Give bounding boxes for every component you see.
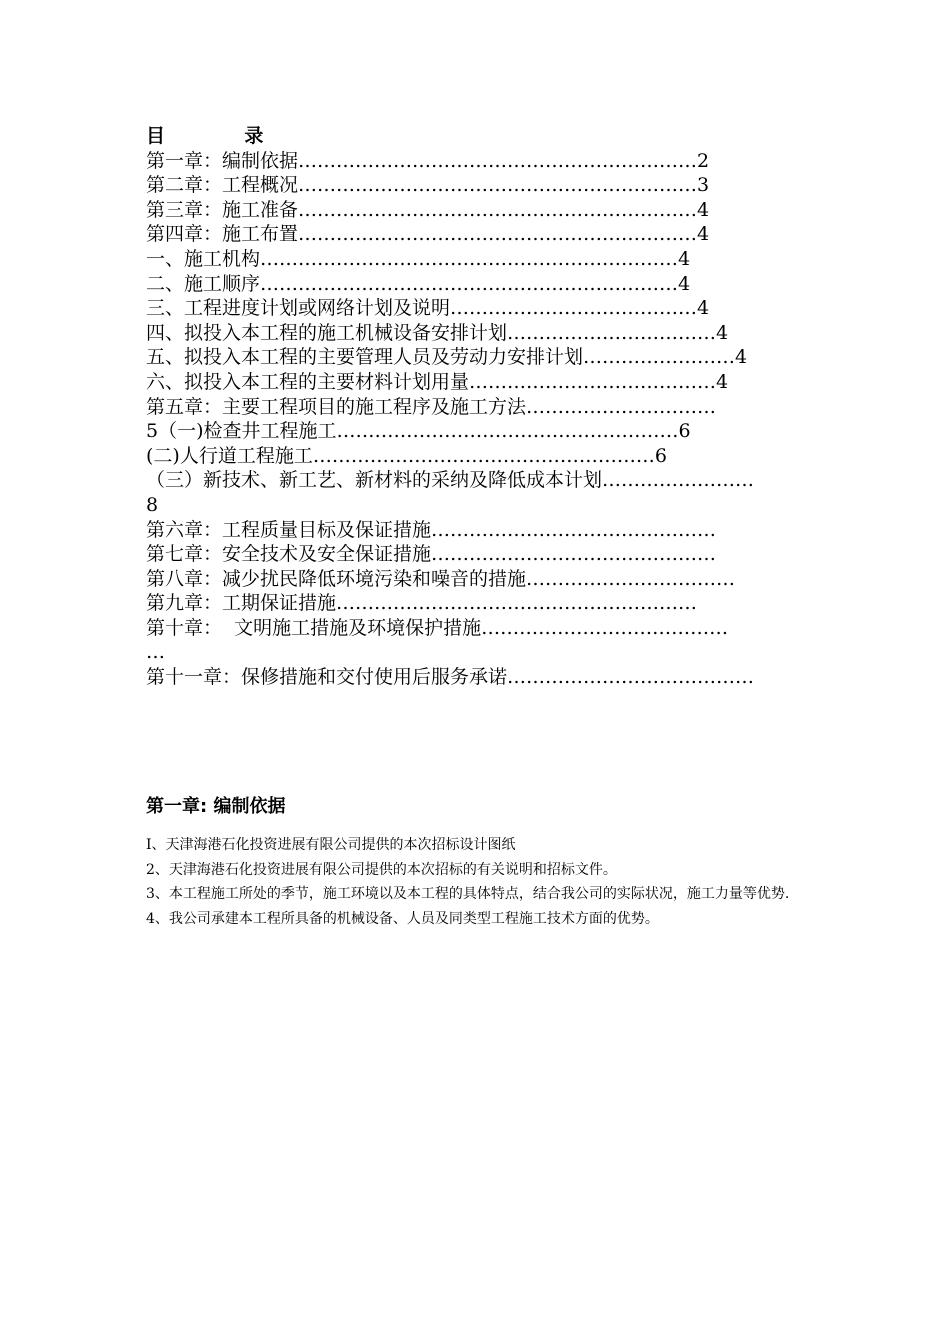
- chapter-body: [146, 833, 862, 931]
- body-paragraph: 3、本工程施工所处的季节，施工环境以及本工程的具体特点，结合我公司的实际状况，施工力量等优势.: [146, 886, 790, 902]
- toc-entry[interactable]: 六、拟投入本工程的主要材料计划用量…………………………………4: [146, 370, 729, 393]
- toc-entry[interactable]: 5（一)检查井工程施工………………………………………………6: [146, 420, 691, 443]
- body-paragraph: I、天津海港石化投资进展有限公司提供的本次招标设计图纸: [146, 837, 516, 853]
- toc-entry[interactable]: 第五章：主要工程项目的施工程序及施工方法…………………………: [146, 395, 717, 418]
- toc-entry[interactable]: 第八章：减少扰民降低环境污染和噪音的措施……………………………: [146, 567, 736, 590]
- toc-entry[interactable]: (二)人行道工程施工………………………………………………6: [146, 444, 667, 467]
- toc-entry[interactable]: 第三章：施工准备………………………………………………………4: [146, 198, 710, 221]
- toc-entry[interactable]: 第十章： 文明施工措施及环境保护措施…………………………………: [146, 616, 729, 639]
- toc-entry[interactable]: 第四章：施工布置………………………………………………………4: [146, 223, 710, 246]
- body-paragraph: 2、天津海港石化投资进展有限公司提供的本次招标的有关说明和招标文件。: [146, 861, 617, 878]
- toc-entry[interactable]: 三、工程进度计划或网络计划及说明…………………………………4: [146, 297, 710, 320]
- toc-entry[interactable]: 一、施工机构…………………………………………………………4: [146, 247, 691, 270]
- toc-entry[interactable]: 第七章：安全技术及安全保证措施………………………………………: [146, 543, 717, 566]
- toc-entry[interactable]: （三）新技术、新工艺、新材料的采纳及降低成本计划……………………: [146, 469, 755, 492]
- toc-entry[interactable]: 第十一章：保修措施和交付使用后服务承诺…………………………………: [146, 666, 755, 689]
- toc-entry[interactable]: 8: [146, 493, 159, 516]
- toc-entry[interactable]: 第六章：工程质量目标及保证措施………………………………………: [146, 518, 717, 541]
- toc-entry[interactable]: 第一章：编制依据………………………………………………………2: [146, 149, 710, 172]
- toc-entry[interactable]: 五、拟投入本工程的主要管理人员及劳动力安排计划……………………4: [146, 346, 748, 369]
- table-of-contents: [146, 124, 862, 690]
- toc-heading: 目 录: [146, 125, 264, 147]
- toc-entry[interactable]: 第九章：工期保证措施…………………………………………………: [146, 592, 698, 615]
- toc-entry[interactable]: 第二章：工程概况………………………………………………………3: [146, 174, 710, 197]
- toc-entry[interactable]: 四、拟投入本工程的施工机械设备安排计划……………………………4: [146, 321, 729, 344]
- toc-entry[interactable]: 二、施工顺序…………………………………………………………4: [146, 272, 691, 295]
- chapter-title: 第一章: 编制依据: [146, 796, 286, 817]
- toc-entry[interactable]: …: [146, 641, 165, 664]
- body-paragraph: 4、我公司承建本工程所具备的机械设备、人员及同类型工程施工技术方面的优势。: [146, 910, 659, 927]
